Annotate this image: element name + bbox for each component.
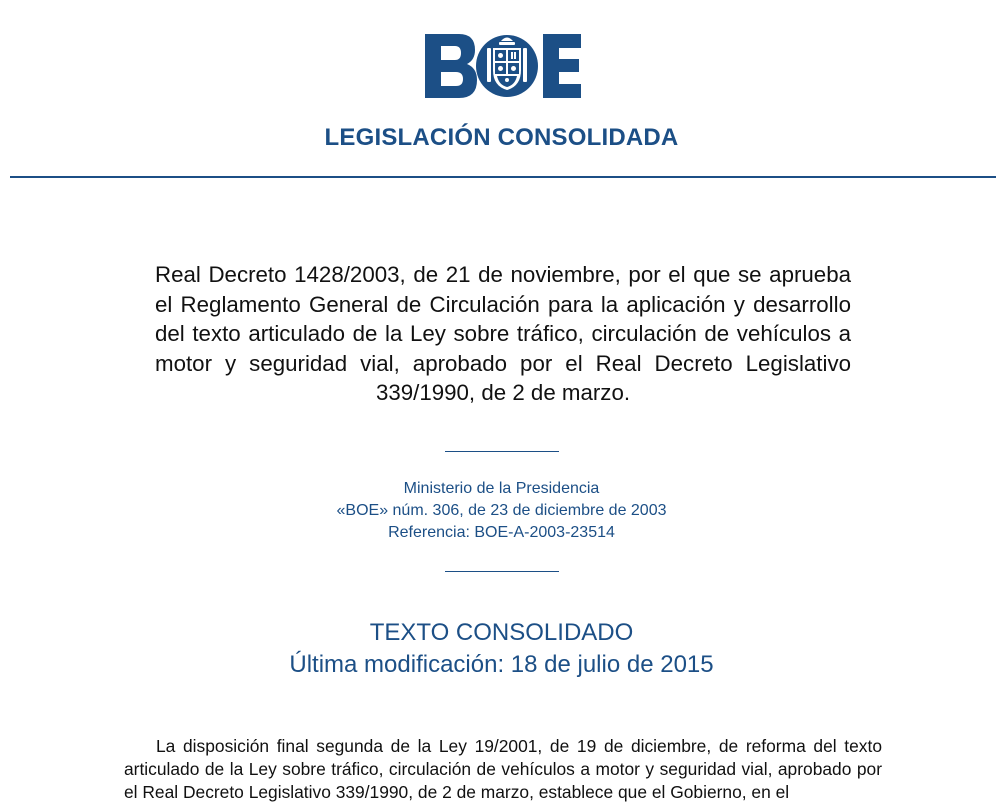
- consolidated-text-heading: TEXTO CONSOLIDADO: [369, 619, 634, 646]
- publication-info: «BOE» núm. 306, de 23 de diciembre de 2003: [336, 502, 667, 519]
- last-modified-date: Última modificación: 18 de julio de 2015: [289, 651, 714, 678]
- section-title: LEGISLACIÓN CONSOLIDADA: [324, 124, 679, 151]
- department-name: Ministerio de la Presidencia: [403, 480, 600, 497]
- boe-logo: [423, 32, 583, 100]
- document-title: Real Decreto 1428/2003, de 21 de noviembre, por el que se aprueba el Reglamento General de Circulación para la aplicación y desarrollo del texto articulado de la Ley sobre tráfico, circulación de vehículos a motor y seguridad vial, aprobado por el Real Decreto Legislativo 339/1990, de 2 de marzo.: [155, 262, 851, 405]
- body-paragraph: La disposición final segunda de la Ley 19/2001, de 19 de diciembre, de reforma del texto articulado de la Ley sobre tráfico, circulación de vehículos a motor y seguridad vial, aprobado por el Real Decreto Legislativo 339/1990, de 2 de marzo, establece que el Gobierno, en el: [124, 736, 882, 802]
- reference-code: Referencia: BOE-A-2003-23514: [388, 524, 615, 541]
- short-divider-bottom: [445, 571, 559, 572]
- short-divider-top: [445, 451, 559, 452]
- header-divider: [10, 176, 996, 178]
